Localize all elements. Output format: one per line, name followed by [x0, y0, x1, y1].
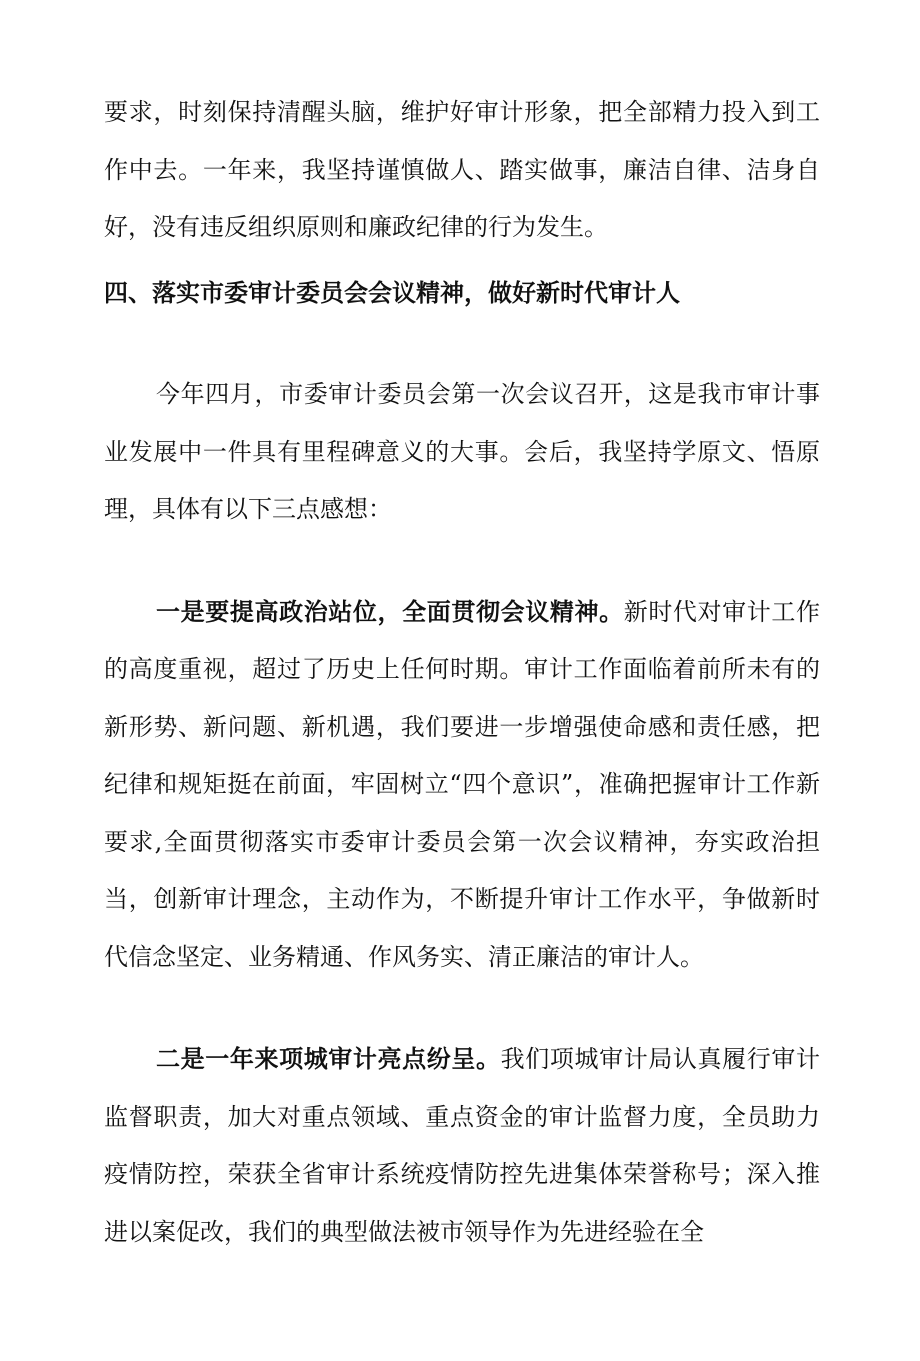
- paragraph-continued: 要求，时刻保持清醒头脑，维护好审计形象，把全部精力投入到工作中去。一年来，我坚持谨慎做人、踏实做事，廉洁自律、洁身自好，没有违反组织原则和廉政纪律的行为发生。: [104, 98, 820, 241]
- paragraph-point-1: [104, 583, 820, 987]
- point-1-lead: 一是要提高政治站位，全面贯彻会议精神。: [156, 596, 624, 626]
- point-2-body: 我们项城审计局认真履行审计监督职责，加大对重点领域、重点资金的审计监督力度，全员助力疫情防控，荣获全省审计系统疫情防控先进集体荣誉称号；深入推进以案促改，我们的典型做法被市领导作为先进经验在全: [104, 1045, 821, 1246]
- paragraph-point-2: [104, 1030, 820, 1261]
- document-page: [104, 84, 820, 1261]
- section-heading-4: 四、落实市委审计委员会会议精神，做好新时代审计人: [104, 278, 680, 307]
- paragraph-intro: 今年四月，市委审计委员会第一次会议召开，这是我市审计事业发展中一件具有里程碑意义的大事。会后，我坚持学原文、悟原理，具体有以下三点感想：: [104, 380, 820, 523]
- point-1-body: 新时代对审计工作的高度重视，超过了历史上任何时期。审计工作面临着前所未有的新形势、新问题、新机遇，我们要进一步增强使命感和责任感，把纪律和规矩挺在前面，牢固树立“四个意识”，准确把握审计工作新要求,全面贯彻落实市委审计委员会第一次会议精神，夯实政治担当，创新审计理念，主动作为，不断提升审计工作水平，争做新时代信念坚定、业务精通、作风务实、清正廉洁的审计人。: [104, 597, 821, 971]
- point-2-lead: 二是一年来项城审计亮点纷呈。: [156, 1044, 501, 1073]
